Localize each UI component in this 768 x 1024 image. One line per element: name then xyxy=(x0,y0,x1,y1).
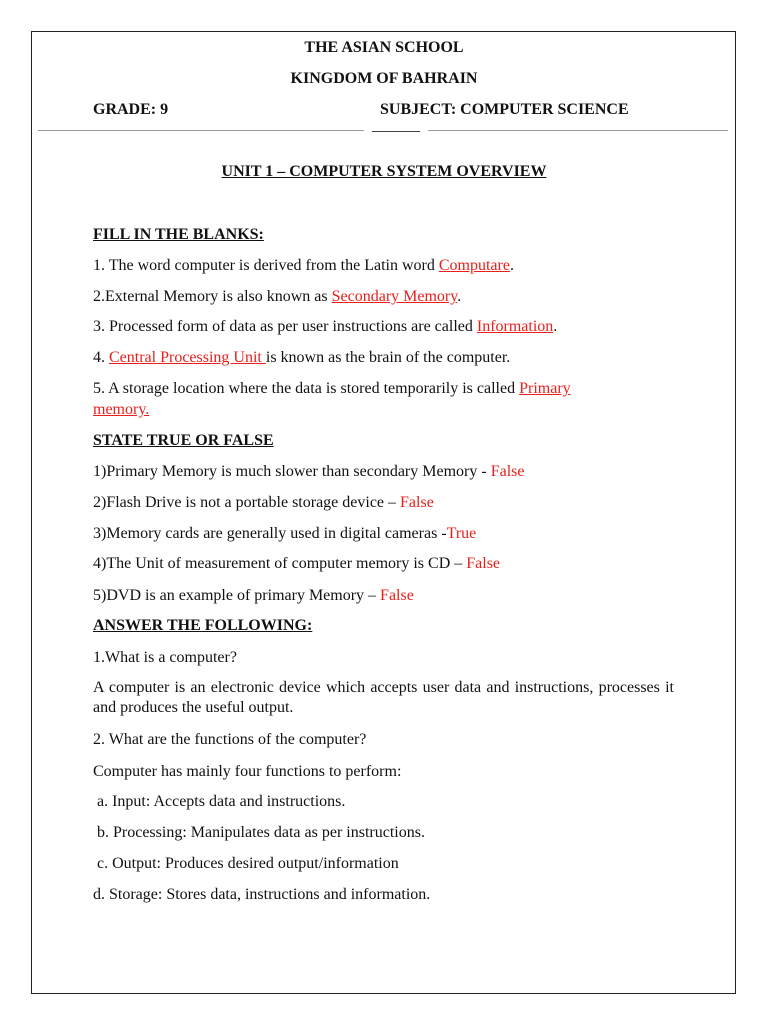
function-item: a. Input: Accepts data and instructions. xyxy=(93,793,346,810)
question-2: 2. What are the functions of the computer? xyxy=(93,731,367,748)
header-rule-left xyxy=(38,130,364,131)
answer-text: Central Processing Unit xyxy=(109,349,266,366)
answer-text: Secondary Memory xyxy=(331,288,458,305)
header-rule-middle xyxy=(372,131,420,132)
tf-statement: 3)Memory cards are generally used in digital cameras - xyxy=(93,525,447,542)
fill-blanks-heading: FILL IN THE BLANKS: xyxy=(93,226,264,243)
question-end: . xyxy=(509,257,514,274)
true-false-heading: STATE TRUE OR FALSE xyxy=(93,432,274,449)
school-name: THE ASIAN SCHOOL xyxy=(304,39,464,56)
question-text: 1. The word computer is derived from the Latin word xyxy=(93,257,439,274)
question-prefix: 4. xyxy=(93,349,109,366)
function-item: d. Storage: Stores data, instructions and information. xyxy=(93,886,431,903)
tf-item xyxy=(93,586,414,606)
tf-statement: 1)Primary Memory is much slower than secondary Memory - xyxy=(93,463,491,480)
tf-item xyxy=(93,554,500,574)
question-text: 5. A storage location where the data is stored temporarily is called xyxy=(93,380,520,397)
question-text: 3. Processed form of data as per user instructions are called xyxy=(93,318,477,335)
answer-text: Information xyxy=(476,318,554,335)
tf-answer: False xyxy=(400,494,434,511)
header-rule-right xyxy=(428,130,728,131)
subject-label: SUBJECT: COMPUTER SCIENCE xyxy=(380,101,629,118)
function-item: c. Output: Produces desired output/information xyxy=(93,855,399,872)
country-name: KINGDOM OF BAHRAIN xyxy=(290,70,478,87)
grade-label: GRADE: 9 xyxy=(93,101,169,118)
answer-2-intro: Computer has mainly four functions to perform: xyxy=(93,763,402,780)
function-item: b. Processing: Manipulates data as per instructions. xyxy=(93,824,425,841)
fill-question-2 xyxy=(93,287,461,307)
tf-statement: 2)Flash Drive is not a portable storage device – xyxy=(93,494,401,511)
question-1: 1.What is a computer? xyxy=(93,649,237,666)
tf-item xyxy=(93,462,524,482)
unit-title: UNIT 1 – COMPUTER SYSTEM OVERVIEW xyxy=(221,163,547,180)
tf-item xyxy=(93,524,476,544)
fill-question-1 xyxy=(93,256,514,276)
answer-text-line1: Primary xyxy=(519,380,571,397)
tf-answer: False xyxy=(490,463,525,480)
answer-text: Computare xyxy=(438,257,510,274)
question-text: 2.External Memory is also known as xyxy=(93,288,332,305)
answer-heading: ANSWER THE FOLLOWING: xyxy=(93,617,313,634)
tf-answer: False xyxy=(380,587,414,604)
tf-answer: True xyxy=(446,525,477,542)
answer-1: A computer is an electronic device which accepts user data and instructions, processes it and produces the useful output. xyxy=(93,679,674,716)
fill-question-5 xyxy=(93,379,571,399)
tf-statement: 4)The Unit of measurement of computer memory is CD – xyxy=(93,555,467,572)
fill-question-3 xyxy=(93,317,557,337)
tf-item xyxy=(93,493,434,513)
tf-statement: 5)DVD is an example of primary Memory – xyxy=(93,587,381,604)
fill-question-5-answer-cont: memory. xyxy=(93,401,150,418)
question-text: is known as the brain of the computer. xyxy=(265,349,511,366)
fill-question-4 xyxy=(93,348,510,368)
question-end: . xyxy=(553,318,558,335)
question-end: . xyxy=(457,288,462,305)
tf-answer: False xyxy=(466,555,501,572)
